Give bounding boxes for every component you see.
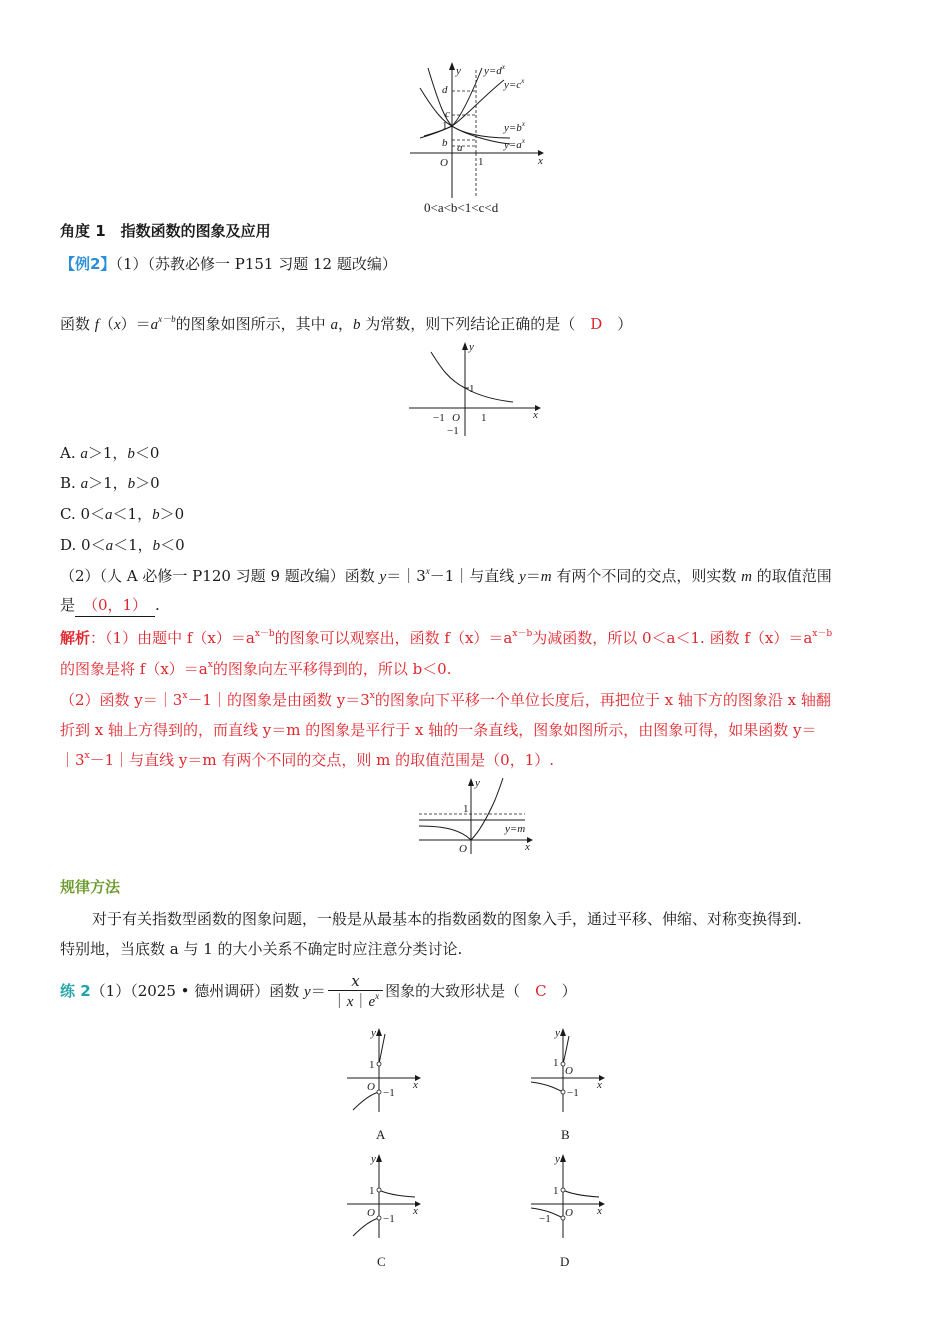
practice2-fraction: $\frac{x}{|x|e^x}$ (328, 972, 383, 1012)
graph-option-a (343, 1024, 423, 1114)
option-b: B. a＞1，b＞0 (60, 474, 160, 492)
fig3-one: 1 (463, 803, 469, 815)
svg-text:1: 1 (369, 1059, 375, 1071)
fig1-label-ya: $y=a^x$ (504, 137, 525, 151)
fig1-label-yd: $y=d^x$ (484, 63, 505, 77)
svg-text:O: O (565, 1207, 573, 1219)
fig1-origin: O (440, 157, 448, 169)
svg-text:y: y (371, 1027, 376, 1039)
analysis-line4: 折到 x 轴上方得到的，而直线 y＝m 的图象是平行于 x 轴的一条直线，图象如图所示，由图象可得，如果函数 y＝ (60, 721, 817, 739)
analysis-line1: 解析：（1）由题中 $f(x)=a^{x-b}$的图象可以观察出，函数 $f(x)=a^{x-b}$为减函数，所以 0＜a＜1. 函数 $f(x)=a^{x-b}$ (60, 629, 833, 647)
practice2-question: 练 2（1）（2025 • 德州调研）函数 y＝ $\frac{x}{|x|e^x}$ 图象的大致形状是（ C ） (60, 972, 577, 1010)
method-line1: 对于有关指数型函数的图象问题，一般是从最基本的指数函数的图象入手，通过平移、伸缩、对称变换得到. (92, 910, 802, 928)
graph-a-caption: A (376, 1127, 386, 1142)
method-title: 规律方法 (60, 878, 121, 896)
fig1-d: d (442, 84, 448, 96)
svg-text:O: O (565, 1065, 573, 1077)
analysis-line5: $|3^x-1|$与直线 y＝m 有两个不同的交点，则 m 的取值范围是（0，1）. (60, 751, 555, 769)
svg-text:1: 1 (553, 1057, 559, 1069)
graph-d-caption: D (560, 1254, 570, 1269)
example2-part2-answer: （0，1） (75, 594, 155, 617)
svg-text:−1: −1 (383, 1213, 395, 1225)
example2-tag: 【例2】 (60, 255, 116, 273)
svg-text:−1: −1 (567, 1087, 579, 1099)
svg-text:y: y (371, 1153, 376, 1165)
fig1-y-label: y (456, 65, 461, 77)
graph-c-caption: C (377, 1254, 386, 1269)
fig1-a: a (457, 142, 463, 154)
fig1-one-x: 1 (478, 156, 484, 168)
fig1-c: c (445, 108, 450, 120)
analysis-line2: 的图象是将 $f(x)=a^x$的图象向左平移得到的，所以 b＜0. (60, 660, 452, 678)
analysis-label: 解析 (60, 629, 91, 647)
fig2-x-label: x (533, 409, 538, 421)
svg-text:x: x (413, 1079, 418, 1091)
practice2-tag: 练 2 (60, 982, 91, 1000)
fig1-label-yb: $y=b^x$ (504, 120, 525, 134)
svg-text:1: 1 (369, 1185, 375, 1197)
fig2-origin: O (452, 412, 460, 424)
svg-text:y: y (555, 1153, 560, 1165)
svg-text:O: O (367, 1081, 375, 1093)
decreasing-exponential-figure (405, 340, 545, 438)
svg-text:1: 1 (553, 1185, 559, 1197)
svg-text:−1: −1 (383, 1087, 395, 1099)
fig3-origin: O (459, 843, 467, 855)
fig3-ym-label: y=m (505, 823, 526, 835)
svg-text:−1: −1 (539, 1213, 551, 1225)
example2-question: 函数 $f(x)=a^{x-b}$的图象如图所示，其中 a，b 为常数，则下列结论正确的是（ D ） (60, 314, 633, 333)
graph-option-b (527, 1024, 607, 1114)
option-c: C. 0＜a＜1，b＞0 (60, 505, 185, 523)
fig2-one-x: 1 (481, 412, 487, 424)
fig2-one-y: 1 (469, 383, 475, 395)
exponential-curves-figure (400, 58, 550, 198)
svg-text:x: x (413, 1205, 418, 1217)
example2-part2: （2）（人 A 必修一 P120 习题 9 题改编）函数 $y=|3^x-1|$与直线 y＝m 有两个不同的交点，则实数 m 的取值范围 (60, 566, 832, 585)
abs-exponential-figure (415, 774, 540, 856)
fig1-label-yc: $y=c^x$ (504, 77, 525, 91)
graph-option-c (343, 1150, 423, 1240)
svg-text:y: y (555, 1027, 560, 1039)
fig3-x-label: x (525, 841, 530, 853)
fig1-b: b (442, 137, 448, 149)
method-line2: 特别地，当底数 a 与 1 的大小关系不确定时应注意分类讨论. (60, 940, 463, 958)
svg-text:x: x (597, 1079, 602, 1091)
fig1-x-label: x (538, 155, 543, 167)
svg-text:O: O (367, 1207, 375, 1219)
fig2-y-label: y (469, 341, 474, 353)
section-title: 角度 1 指数函数的图象及应用 (60, 222, 271, 240)
example2-answer: D (590, 315, 603, 333)
fig1-one-y: 1 (442, 120, 448, 132)
graph-option-d (527, 1150, 607, 1240)
example2-part2-cont: 是 （0，1） . (60, 594, 160, 617)
option-d: D. 0＜a＜1，b＜0 (60, 536, 185, 554)
fig2-neg1-y: −1 (447, 425, 459, 437)
svg-text:x: x (597, 1205, 602, 1217)
option-a: A. a＞1，b＜0 (60, 444, 160, 462)
practice2-answer: C (535, 982, 547, 1000)
fig1-caption: 0<a<b<1<c<d (424, 200, 499, 215)
analysis-line3: （2）函数 $y=|3^x-1|$的图象是由函数 $y=3^x$的图象向下平移一个单位长度后，再把位于 x 轴下方的图象沿 x 轴翻 (60, 691, 831, 709)
graph-b-caption: B (561, 1127, 570, 1142)
fig2-neg1-x: −1 (433, 412, 445, 424)
example2-intro: 【例2】（1）（苏教必修一 P151 习题 12 题改编） (60, 255, 397, 273)
fig3-y-label: y (475, 777, 480, 789)
